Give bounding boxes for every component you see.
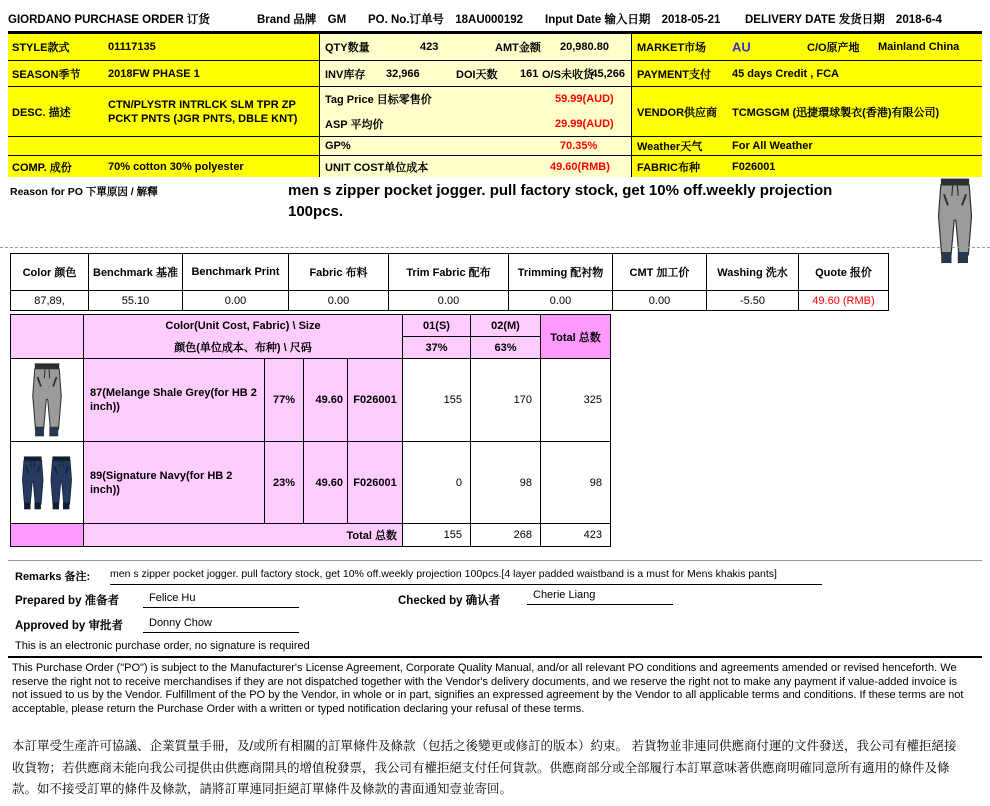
benchmark-header-color: Color 颜色	[11, 254, 89, 291]
size-table-header-line2: 颜色(单位成本、布种) \ 尺码	[174, 342, 312, 354]
tag-price-value: 59.99(AUD)	[555, 93, 614, 106]
brand-field	[257, 11, 346, 27]
gp-value: 70.35%	[560, 140, 598, 152]
benchmark-header-trim-fabric: Trim Fabric 配布	[389, 254, 509, 291]
season-value: 2018FW PHASE 1	[108, 67, 200, 80]
remarks-label: Remarks 备注:	[15, 571, 91, 583]
benchmark-table	[10, 253, 889, 311]
total-size1-qty: 155	[403, 524, 471, 547]
style-value: 01117135	[108, 41, 156, 53]
inventory-label: INV库存	[325, 68, 366, 81]
tag-price-label: Tag Price 目标零售价	[325, 94, 432, 107]
payment-label: PAYMENT支付	[637, 68, 711, 81]
price-cell	[320, 87, 632, 136]
color-87-size2-qty: 170	[471, 359, 541, 442]
season-label: SEASON季节	[12, 68, 81, 81]
color-87-percent: 77%	[265, 359, 304, 442]
delivery-date-field	[745, 11, 942, 27]
size2-header: 02(M)	[471, 315, 541, 337]
tag-price-row	[320, 87, 631, 112]
total-size2-qty: 268	[471, 524, 541, 547]
weather-cell	[632, 137, 982, 155]
info-row-description	[8, 87, 982, 137]
description-label: DESC. 描述	[12, 106, 71, 119]
input-date-value: 2018-05-21	[661, 14, 721, 26]
page-title-text: GIORDANO PURCHASE ORDER 订货	[8, 14, 210, 26]
size1-percent: 37%	[403, 337, 471, 359]
color-89-size2-qty: 98	[471, 442, 541, 524]
benchmark-value-quote: 49.60 (RMB)	[799, 291, 889, 311]
color-89-image-cell	[11, 442, 84, 524]
benchmark-value-trimming: 0.00	[509, 291, 613, 311]
doi-value: 161	[520, 67, 539, 80]
color-89-size1-qty: 0	[403, 442, 471, 524]
composition-cell	[8, 156, 320, 177]
market-cell	[632, 34, 982, 60]
color-87-fabric: F026001	[348, 359, 403, 442]
gp-cell	[320, 137, 632, 155]
color-89-label: 89(Signature Navy(for HB 2 inch))	[84, 442, 265, 524]
composition-value: 70% cotton 30% polyester	[108, 160, 244, 173]
gp-left-spacer	[8, 137, 320, 155]
grey-jogger-pants-image	[924, 177, 986, 265]
color-87-label: 87(Melange Shale Grey(for HB 2 inch))	[84, 359, 265, 442]
country-of-origin-value: Mainland China	[878, 41, 960, 53]
fabric-label: FABRIC布种	[637, 161, 700, 174]
page-break-dashed-line	[0, 247, 990, 248]
doi-label: DOI天数	[456, 68, 498, 81]
total-header: Total 总数	[541, 315, 611, 359]
unit-cost-cell	[320, 156, 632, 177]
color-89-unit-cost: 49.60	[304, 442, 348, 524]
info-row-composition	[8, 156, 982, 177]
benchmark-header-row	[11, 254, 889, 291]
fabric-value: F026001	[732, 160, 776, 173]
terms-separator	[8, 656, 982, 658]
benchmark-header-benchmark-print: Benchmark Print	[183, 254, 289, 291]
vendor-label: VENDOR供应商	[637, 106, 718, 119]
remarks-top-separator	[8, 560, 982, 561]
benchmark-header-quote: Quote 报价	[799, 254, 889, 291]
size1-header: 01(S)	[403, 315, 471, 337]
color-87-total-qty: 325	[541, 359, 611, 442]
color-87-image-cell	[11, 359, 84, 442]
info-row-gp	[8, 137, 982, 156]
asp-value: 29.99(AUD)	[555, 117, 614, 130]
delivery-date-label: DELIVERY DATE 发货日期	[745, 14, 885, 26]
benchmark-value-color: 87,89,	[11, 291, 89, 311]
country-of-origin-label: C/O原产地	[807, 42, 860, 54]
asp-row	[320, 112, 631, 137]
color-89-fabric: F026001	[348, 442, 403, 524]
reason-for-po-label: Reason for PO 下單原因 / 解釋	[10, 186, 158, 198]
prepared-by-value: Felice Hu	[143, 590, 299, 608]
prepared-by-label: Prepared by 准备者	[15, 595, 120, 607]
benchmark-header-benchmark: Benchmark 基准	[89, 254, 183, 291]
checked-by-value: Cherie Liang	[527, 587, 673, 605]
outstanding-value: 45,266	[591, 67, 625, 80]
total-row-image-cell	[11, 524, 84, 547]
terms-chinese: 本訂單受生產許可協議、企業質量手冊，及/或所有相關的訂單條件及條款（包括之後變更或修訂的版本）約束。 若貨物並非連同供應商付運的文件發送，我公司有權拒絕接收貨物；若供應商未能向我公司提供由供應商開具的增值稅發票，我公司有權拒絕支付任何貨款。供應商部分或全部履行本訂單意味著供應商明確同意所有適用的條件及條款。如不接受訂單的條件及條款，請將訂單連同拒絕訂單條件及條款的書面通知壹並寄回。	[12, 739, 957, 796]
delivery-date-value: 2018-6-4	[895, 14, 942, 26]
size-table-image-header-cell	[11, 315, 84, 359]
benchmark-value-fabric: 0.00	[289, 291, 389, 311]
benchmark-value-cmt: 0.00	[613, 291, 707, 311]
benchmark-value-benchmark: 55.10	[89, 291, 183, 311]
qty-amt-cell	[320, 34, 632, 60]
unit-cost-value: 49.60(RMB)	[550, 160, 610, 173]
qty-label: QTY数量	[325, 42, 370, 54]
remarks-text: men s zipper pocket jogger. pull factory stock, get 10% off.weekly projection 100pcs.[4 layer padded waistband is a must for Mens khakis pants]	[110, 566, 822, 585]
market-value: AU	[732, 39, 751, 55]
inventory-cell	[320, 61, 632, 86]
po-number-label: PO. No.订单号	[368, 14, 445, 26]
benchmark-header-cmt: CMT 加工价	[613, 254, 707, 291]
composition-label: COMP. 成份	[12, 161, 72, 174]
brand-value: GM	[327, 14, 347, 26]
amt-label: AMT金额	[495, 42, 541, 54]
total-row-label: Total 总数	[84, 524, 403, 547]
po-number-field	[368, 11, 523, 27]
asp-label: ASP 平均价	[325, 118, 384, 131]
size-table-color-header-cell	[84, 315, 403, 359]
weather-value: For All Weather	[732, 140, 813, 152]
benchmark-header-fabric: Fabric 布料	[289, 254, 389, 291]
info-grid	[8, 34, 982, 177]
description-value: CTN/PLYSTR INTRLCK SLM TPR ZP PCKT PNTS (JGR PNTS, DBLE KNT)	[108, 98, 298, 125]
qty-value: 423	[420, 41, 439, 53]
page-title	[8, 11, 210, 27]
vendor-cell	[632, 87, 982, 136]
checked-by-label: Checked by 确认者	[398, 595, 501, 607]
color-87-unit-cost: 49.60	[304, 359, 348, 442]
approved-by-value: Donny Chow	[143, 615, 299, 633]
size2-percent: 63%	[471, 337, 541, 359]
market-label: MARKET市场	[637, 42, 707, 54]
benchmark-value-row	[11, 291, 889, 311]
inventory-value: 32,966	[386, 67, 420, 80]
approved-by-label: Approved by 审批者	[15, 620, 123, 632]
reason-for-po-text: men s zipper pocket jogger. pull factory stock, get 10% off.weekly projection 100pcs.	[288, 182, 833, 220]
grand-total-qty: 423	[541, 524, 611, 547]
season-cell	[8, 61, 320, 86]
color-87-size1-qty: 155	[403, 359, 471, 442]
benchmark-value-washing: -5.50	[707, 291, 799, 311]
benchmark-header-trimming: Trimming 配衬物	[509, 254, 613, 291]
benchmark-value-benchmark-print: 0.00	[183, 291, 289, 311]
outstanding-label: O/S未收货	[542, 68, 594, 81]
info-row-style	[8, 34, 982, 61]
benchmark-value-trim-fabric: 0.00	[389, 291, 509, 311]
weather-label: Weather天气	[637, 141, 703, 153]
input-date-label: Input Date 输入日期	[545, 14, 651, 26]
payment-value: 45 days Credit , FCA	[732, 67, 839, 80]
fabric-cell	[632, 156, 982, 177]
color-89-percent: 23%	[265, 442, 304, 524]
gp-label: GP%	[325, 140, 351, 152]
vendor-value: TCMGSGM (迅捷環球製衣(香港)有限公司)	[732, 106, 940, 119]
color-89-total-qty: 98	[541, 442, 611, 524]
payment-cell	[632, 61, 982, 86]
po-number-value: 18AU000192	[455, 14, 524, 26]
brand-label: Brand 品牌	[257, 14, 317, 26]
style-cell	[8, 34, 320, 60]
info-row-season	[8, 61, 982, 87]
unit-cost-label: UNIT COST单位成本	[325, 161, 429, 174]
benchmark-header-washing: Washing 洗水	[707, 254, 799, 291]
color-89-pants-image	[18, 446, 76, 520]
terms-english: This Purchase Order ("PO") is subject to the Manufacturer's License Agreement, Corporate Quality Manual, and/or all relevant PO conditions and agreements amended or revised henceforth. We reserve the right not to receive merchandises if they are not dispatched together with the Vendor's delivery documents, and we reserve the right not to make any payment if value-added invoice is not issued to us by the Vendor. Fulfillment of the PO by the Vendor, in whole or in part, signifies an expressed agreement by the Vendor to all applicable terms and conditions. If these terms are not acceptable, please return the Purchase Order with a written or typed notification declaring your refusal of these terms.	[12, 662, 964, 715]
size-table-header-line1: Color(Unit Cost, Fabric) \ Size	[165, 320, 321, 332]
electronic-po-note: This is an electronic purchase order, no signature is required	[15, 640, 310, 652]
description-cell	[8, 87, 320, 136]
size-breakdown-table	[10, 314, 611, 547]
amt-value: 20,980.80	[560, 41, 609, 53]
color-87-pants-image	[20, 362, 74, 438]
input-date-field	[545, 11, 720, 27]
style-label: STYLE款式	[12, 42, 70, 54]
